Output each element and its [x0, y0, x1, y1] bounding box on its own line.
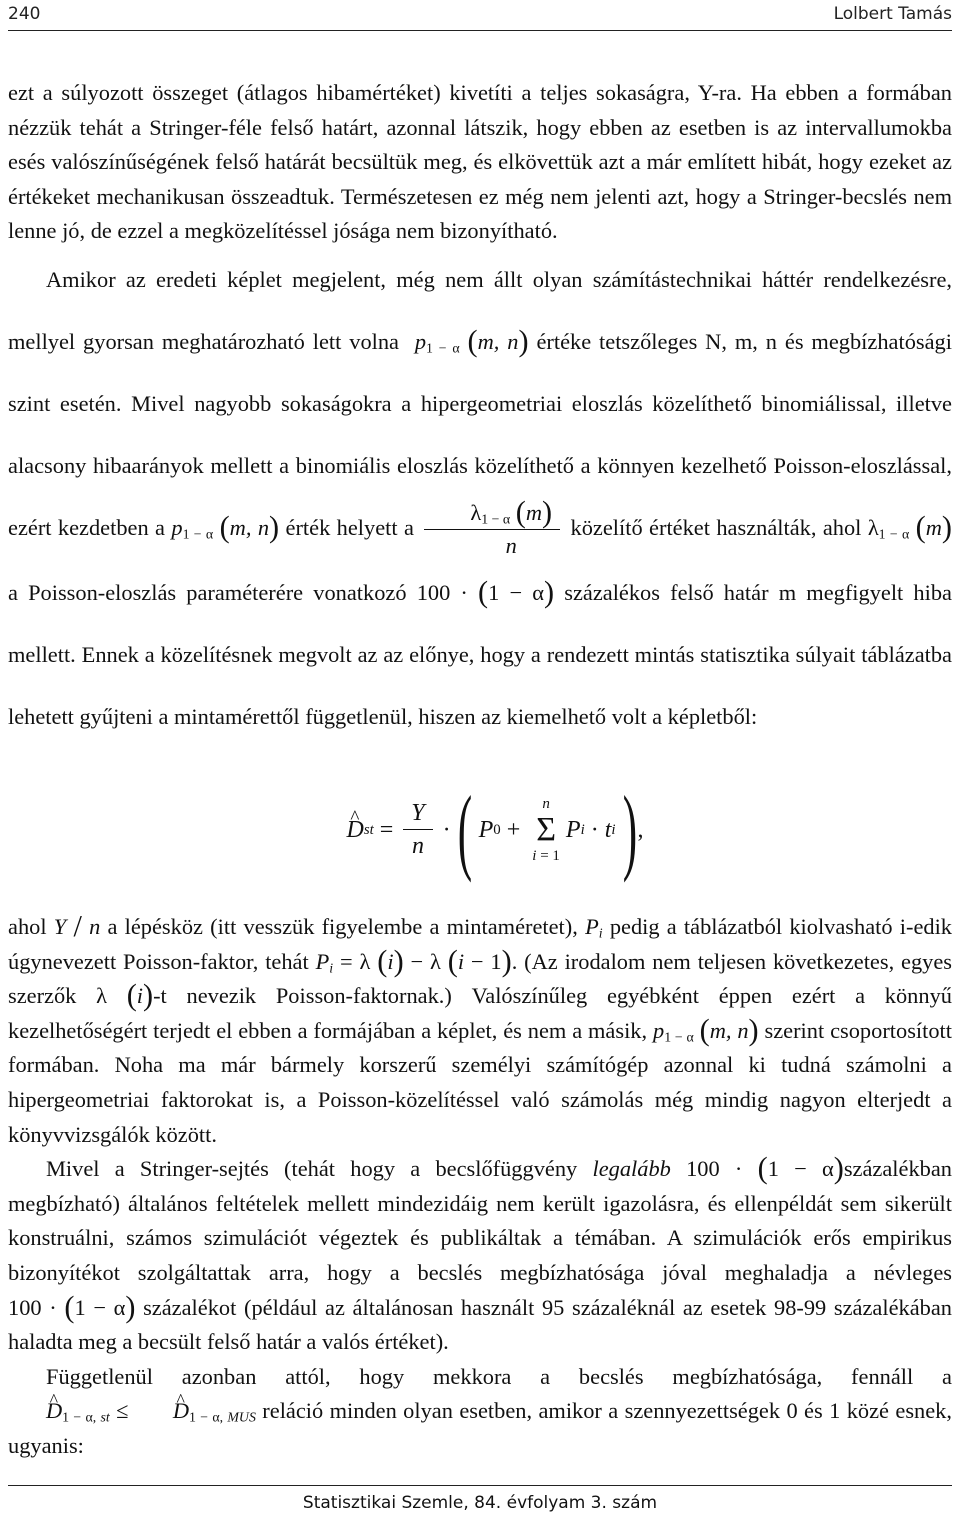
page-header [8, 0, 952, 28]
header-rule [8, 30, 952, 31]
paragraph-4: Mivel a Stringer-sejtés (tehát hogy a becslőfüggvény legalább 100 · (1 − α)százalékban megbízható) általános feltételek mellett mindezidáig nem került igazolásra, és ellenpéldát sem sikerült konstruálni, számos szimulációt végeztek és publikáltak a témában. A szimulációk erős empirikus bizonyítékot szolgáltattak arra, hogy a becslés megbízhatósága jóval meghaladja a névleges 100 · (1 − α) százalékot (például az általánosan használt 95 százaléknál az esetek 98-99 százalékában haladta meg a becsült felső határ a valós értéket). [8, 1150, 952, 1355]
formula-100-one-minus-alpha: 100 · (1 − α) [686, 1150, 844, 1185]
formula-inequality: ^ $D_{1 - \alpha, st}$ ≤ ^ $D_{1 - \alpha, MUS}$ [8, 1398, 256, 1423]
formula-lambda-m: $\lambda_{1 - \alpha}$ (m) [867, 509, 952, 544]
formula-p-alpha-mn: $p_{1 - \alpha}$ (m, n) [414, 323, 529, 358]
emphasis-legalabb: legalább [592, 1156, 671, 1182]
article-body [8, 76, 952, 1463]
paragraph-1: ezt a súlyozott összeget (átlagos hibamértéket) kivetíti a teljes sokaságra, Y-ra. Ha ebben a formában nézzük tehát a Stringer-féle felső határt, azonnal látszik, hogy ebben az esetben is az intervallumokba esés valószínűségének felső határát becsültük meg, és elkövettük azt a már említett hibát, hogy ezeket az értékeket mechanikusan összeadtuk. Természetesen ez még nem jelenti azt, hogy a Stringer-becslés nem lenne jó, de ezzel a megközelítéssel jósága nem bizonyítható. [8, 80, 952, 244]
display-formula-dst: ^ D st = $\frac{Y}{n}$ · ( P 0 + n Σ i = 1 P i · t i ) , [8, 766, 952, 894]
paragraph-5: Függetlenül azonban attól, hogy mekkora a becslés megbízhatósága, fennáll a ^ $D_{1 - \alpha, st}$ ≤ ^ $D_{1 - \alpha, MUS}$ reláció minden olyan esetben, amikor a szennyezettségek 0 és 1 közé esnek, ugyanis: [8, 1360, 952, 1464]
formula-lambda-i: λ (i) [96, 977, 154, 1012]
paragraph-3: ahol Y / n a lépésköz (itt vesszük figyelembe a mintaméretet), $P_i$ pedig a táblázatból kiolvasható i-edik úgynevezett Poisson-faktor, tehát $P_i = \lambda$ (i) − λ (i − 1). (Az irodalom nem teljesen következetes, egyes szerzők λ (i)-t nevezik Poisson-faktornak.) Valószínűleg egyébként éppen ezért a könnyű kezelhetőségért terjedt el ebben a formájában a képlet, és nem a másik, $p_{1 - \alpha}$ (m, n) szerint csoportosított formában. Noha ma már bármely korszerű személyi számítógép azonnal ki tudná számolni a hipergeometriai faktorokat is, a Poisson-közelítéssel való számolás még mindig nagyon elterjedt a könyvvizsgálók között. [8, 908, 953, 1147]
formula-y-over-n: Y / n [53, 908, 101, 943]
formula-p-alpha-mn: $p_{1 - \alpha}$ (m, n) [652, 1012, 759, 1047]
formula-100-one-minus-alpha: 100 · (1 − α) [8, 1289, 136, 1324]
formula-p-i: $P_i$ [585, 913, 603, 942]
page-footer: Statisztikai Szemle, 84. évfolyam 3. szám [302, 1493, 658, 1513]
formula-100-one-minus-alpha: 100 · (1 − α) [416, 574, 555, 609]
running-author: Lolbert Tamás [833, 4, 952, 24]
paragraph-2: Amikor az eredeti képlet megjelent, még nem állt olyan számítástechnikai háttér rendelkezésre, mellyel gyorsan meghatározható lett volna $p_{1 - \alpha}$ (m, n) értéke tetszőleges N, m, n és megbízhatósági szint esetén. Mivel nagyobb sokaságokra a hipergeometriai eloszlás közelíthető binomiálissal, illetve alacsony hibaarányok mellett a binomiális eloszlás közelíthető a könnyen kezelhető Poisson-eloszlással, ezért kezdetben a $p_{1 - \alpha}$ (m, n) érték helyett a $\frac{\lambda_{1 - \alpha} (m)}{n}$ közelítő értéket használták, ahol $\lambda_{1 - \alpha}$ (m) a Poisson-eloszlás paraméterére vonatkozó 100 · (1 − α) százalékos felső határ m megfigyelt hiba mellett. Ennek a közelítésnek megvolt az az előnye, hogy a rendezett mintás statisztika súlyait táblázatba lehetett gyűjteni a mintamérettől függetlenül, hiszen az kiemelhető volt a képletből: [8, 266, 952, 729]
formula-lambda-over-n: $\frac{\lambda_{1 - \alpha} (m)}{n}$ [424, 497, 560, 562]
page-number: 240 [8, 4, 41, 24]
footer-rule [8, 1485, 952, 1486]
formula-poisson-factor: $P_i = \lambda$ (i) − λ (i − 1) [315, 943, 512, 978]
formula-p-alpha-mn: $p_{1 - \alpha}$ (m, n) [171, 509, 280, 544]
